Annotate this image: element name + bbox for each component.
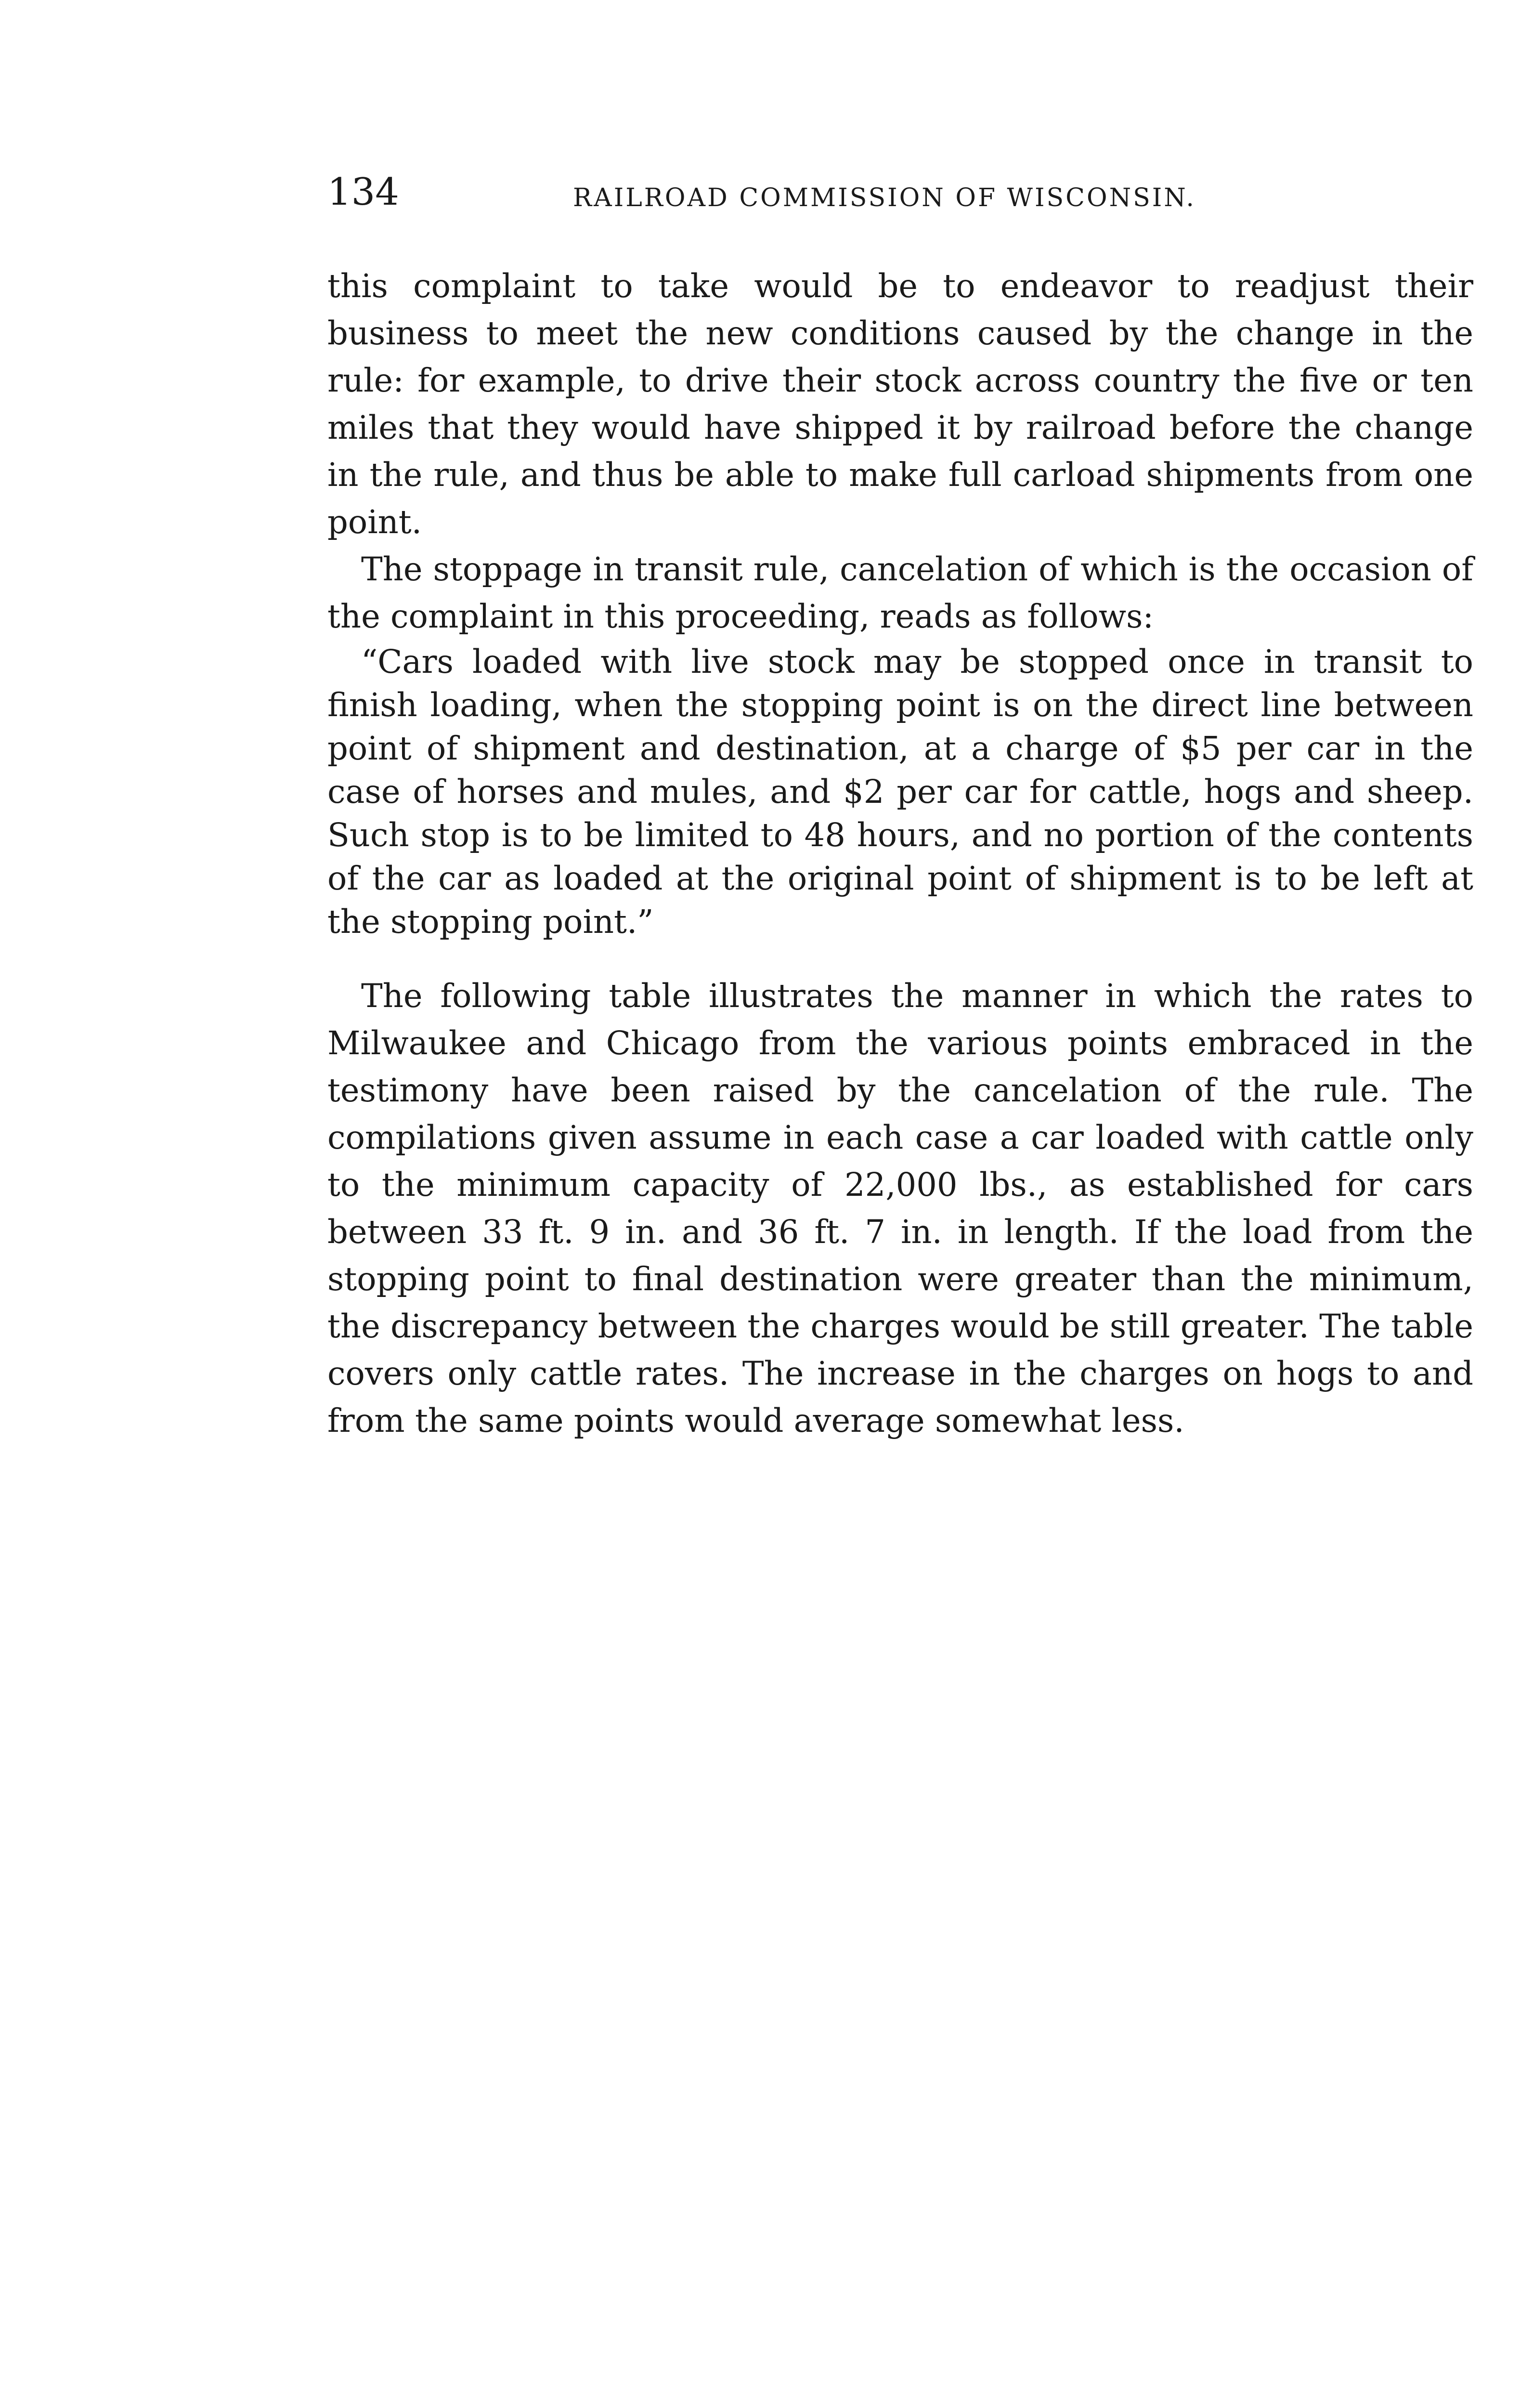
paragraph-gap <box>327 943 1473 972</box>
quoted-rule: “Cars loaded with live stock may be stopped once in transit to finish loading, when the stopping point is on the direct line between point of shipment and destination, at a charge of $5 per car in the case of horses and mules, and $2 per car for cattle, hogs and sheep. Such stop is to be limited to 48 hours, and no portion of the contents of the car as loaded at the original point of shipment is to be left at the stopping point.” <box>327 643 1473 941</box>
running-head: RAILROAD COMMISSION OF WISCONSIN. <box>573 183 1196 212</box>
page-number: 134 <box>327 170 399 214</box>
paragraph-rule-intro: The stoppage in transit rule, cancelation of which is the occasion of the complaint in this proceeding, reads as follows: <box>327 550 1473 635</box>
paragraph-table-intro: The following table illustrates the manner in which the rates to Milwaukee and Chicago from the various points embraced in the testimony have been raised by the cancelation of the rule. The compilations given assume in each case a car loaded with cattle only to the minimum capacity of 22,000 lbs., as established for cars between 33 ft. 9 in. and 36 ft. 7 in. in length. If the load from the stopping point to final destination were greater than the minimum, the discrepancy between the charges would be still greater. The table covers only cattle rates. The increase in the charges on hogs to and from the same points would average somewhat less. <box>327 977 1473 1440</box>
paragraph-continuation: this complaint to take would be to endeavor to readjust their business to meet the new conditions caused by the change in the rule: for example, to drive their stock across country the five or ten miles that they would have shipped it by railroad before the change in the rule, and thus be able to make full carload shipments from one point. <box>327 267 1473 541</box>
body-text <box>327 262 1473 1444</box>
